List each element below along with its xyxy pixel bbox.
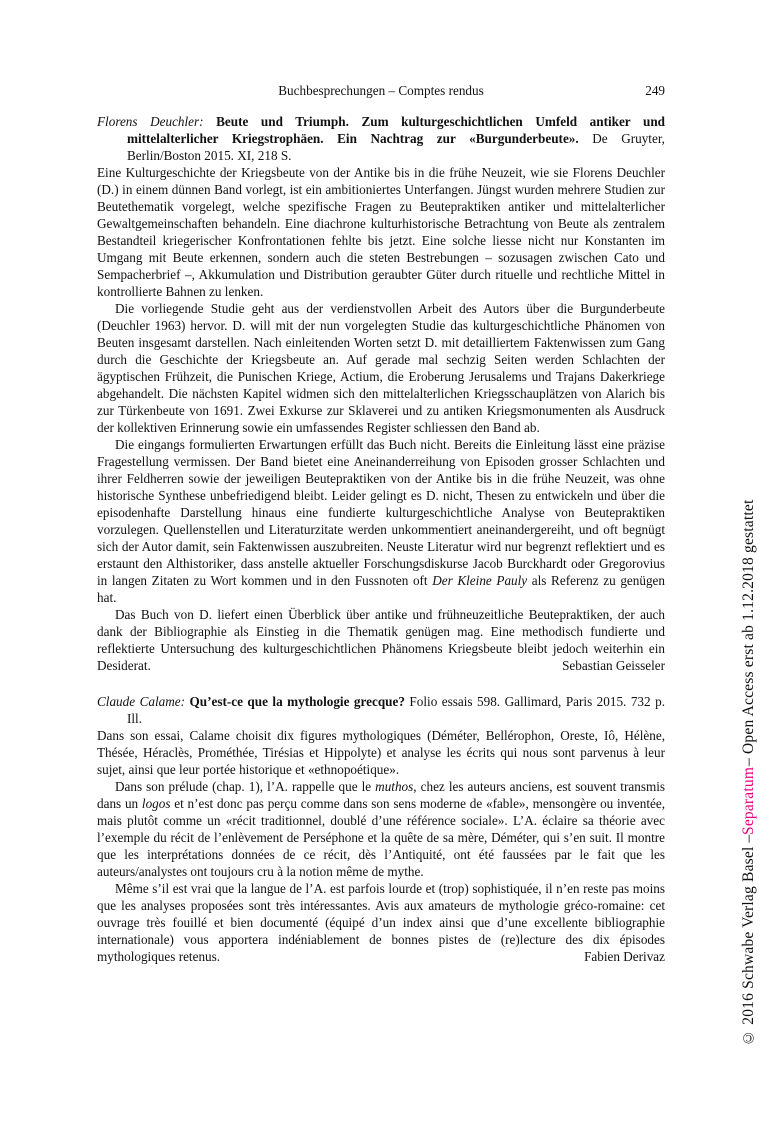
paragraph-text: Dans son prélude (chap. 1), l’A. rappelle que le xyxy=(115,779,376,794)
reviewer-name: Fabien Derivaz xyxy=(584,949,665,964)
copyright-suffix: – Open Access erst ab 1.12.2018 gestattet xyxy=(740,499,757,767)
review-author: Florens Deuchler: xyxy=(97,114,204,129)
paragraph-text: Das Buch von D. liefert einen Überblick über antike und frühneuzeitliche Beutepraktiken, der auch dank der Bibliographie als Einstieg in die Thematik genügen mag. Eine methodisch fundierte und reflektierte Untersuchung des kulturgeschichtlichen Phänomens Kriegsbeute bleibt jedoch weiterhin ein Desiderat. xyxy=(97,607,665,673)
review-publication: Folio essais 598. Gallimard, Paris 2015. 732 p. Ill. xyxy=(127,694,665,726)
paragraph-text: Die vorliegende Studie geht aus der verdienstvollen Arbeit des Autors über die Burgunderbeute (Deuchler 1963) hervor. D. will mit der nun vorgelegten Studie das kulturgeschichtliche Phänomen von Beuten insgesamt darstellen. Nach einleitenden Worten setzt D. mit detailliertem Faktenwissen zum Gang durch die Geschichte der Kriegsbeute an. Auf gerade mal sechzig Seiten werden Schlachten der ägyptischen Frühzeit, die Punischen Kriege, Actium, die Eroberung Jerusalems und Trajans Dakerkriege abgehandelt. Die nächsten Kapitel widmen sich den mittelalterlichen Kriegsschauplätzen von Alarich bis zur Türkenbeute von 1691. Zwei Exkurse zur Sklaverei und zu antiken Kriegsmonumenten als Ausdruck der kollektiven Erinnerung sowie ein umfassendes Register schliessen den Band ab. xyxy=(97,301,665,435)
review-paragraph xyxy=(97,606,665,674)
separatum-label: Separatum xyxy=(740,766,757,835)
book-review xyxy=(97,693,665,965)
review-author: Claude Calame: xyxy=(97,694,185,709)
copyright-prefix: © 2016 Schwabe Verlag Basel – xyxy=(740,834,757,1047)
book-review xyxy=(97,113,665,674)
italic-term: muthos xyxy=(375,779,414,794)
text-column xyxy=(97,82,665,965)
page-header xyxy=(97,82,665,99)
review-heading xyxy=(97,113,665,164)
review-title: Beute und Triumph. Zum kulturgeschichtlichen Umfeld antiker und mittelalterlicher Kriegstrophäen. Ein Nachtrag zur «Burgunderbeute». xyxy=(127,114,665,146)
paragraph-text: , chez les auteurs anciens, est souvent transmis dans un xyxy=(97,779,665,811)
paragraph-text: Dans son essai, Calame choisit dix figures mythologiques (Déméter, Bellérophon, Oreste, Iô, Hélène, Thésée, Héraclès, Prométhée, Tirésias et Hippolyte) et analyse les écrits qui nous sont parvenus à leur sujet, ainsi que leur portée historique et «ethnopoétique». xyxy=(97,728,665,777)
italic-term: Der Kleine Pauly xyxy=(432,573,528,588)
page-number: 249 xyxy=(645,83,665,98)
paragraph-text: Même s’il est vrai que la langue de l’A. est parfois lourde et (trop) sophistiquée, il n’en reste pas moins que les analyses proposées sont très intéressantes. Avis aux amateurs de mythologie gréco-romaine: cet ouvrage très fouillé et bien documenté (équipé d’un index ainsi que d’une excellente bibliographie internationale) vous apportera indéniablement de bonnes pistes de (re)lecture des dix épisodes mythologiques retenus. xyxy=(97,881,665,964)
paragraph-text: als Referenz zu genügen hat. xyxy=(97,573,665,605)
review-title: Qu’est-ce que la mythologie grecque? xyxy=(185,694,405,709)
paragraph-text: et n’est donc pas perçu comme dans son sens moderne de «fable», mensongère ou inventée, mais plutôt comme un «récit traditionnel, doublé d’une référence sociale». L’A. éclaire sa théorie avec l’exemple du récit de l’enlèvement de Perséphone et la quête de sa mère, Déméter, qui s’en suit. Il montre que les interprétations données de ce récit, dès l’Antiquité, ont été faussées par le fait que les auteurs/analystes ont toujours cru à la notion même de mythe. xyxy=(97,796,665,879)
review-paragraph xyxy=(97,164,665,300)
running-head: Buchbesprechungen – Comptes rendus xyxy=(278,83,484,98)
reviewer-name: Sebastian Geisseler xyxy=(562,658,665,673)
italic-term: logos xyxy=(141,796,171,811)
review-paragraph xyxy=(97,727,665,778)
review-heading xyxy=(97,693,665,727)
copyright-sidebar xyxy=(740,437,758,1109)
review-paragraph xyxy=(97,880,665,965)
review-paragraph xyxy=(97,436,665,606)
review-paragraph xyxy=(97,300,665,436)
reviews-container xyxy=(97,113,665,965)
review-paragraph xyxy=(97,778,665,880)
paragraph-text: Eine Kulturgeschichte der Kriegsbeute von der Antike bis in die frühe Neuzeit, wie sie Florens Deuchler (D.) in einem dünnen Band vorlegt, ist ein ambitioniertes Unterfangen. Jüngst wurden mehrere Studien zur Beutethematik vorgelegt, welche spezifische Fragen zu Beutepraktiken antiker und mittelalterlicher Gewaltgemeinschaften behandeln. Eine diachrone kulturhistorische Betrachtung von Beute als zentralem Bestandteil kriegerischer Konfrontationen fehlte bis jetzt. Eine solche liesse nicht nur Konstanten im Umgang mit Beute erkennen, sondern auch die steten Bestrebungen – sozusagen zwischen Cato und Sempacherbrief –, Akkumulation und Distribution geraubter Güter durch rituelle und rechtliche Mittel in kontrollierte Bahnen zu lenken. xyxy=(97,165,665,299)
paragraph-text: Die eingangs formulierten Erwartungen erfüllt das Buch nicht. Bereits die Einleitung lässt eine präzise Fragestellung vermissen. Der Band bietet eine Aneinanderreihung von Episoden grosser Schlachten und ihrer Feldherren sowie der jeweiligen Beutepraktiken von der Antike bis in die frühe Neuzeit, was ohne historische Synthese unbefriedigend bleibt. Leider gelingt es D. nicht, Thesen zu entwickeln und über die episodenhafte Darstellung hinaus eine fundierte kulturgeschichtliche Analyse von Beutepraktiken vorzulegen. Quellenstellen und Literaturzitate werden unkommentiert aneinandergereiht, und oft begnügt sich der Autor damit, sein Faktenwissen auszubreiten. Neuste Literatur wird nur begrenzt reflektiert und es erstaunt den Althistoriker, dass anstelle aktueller Forschungsdiskurse Jacob Burckhardt oder Gregorovius in langen Zitaten zu Wort kommen und in den Fussnoten oft xyxy=(97,437,665,588)
review-publication: De Gruyter, Berlin/Boston 2015. XI, 218 S. xyxy=(127,131,665,163)
